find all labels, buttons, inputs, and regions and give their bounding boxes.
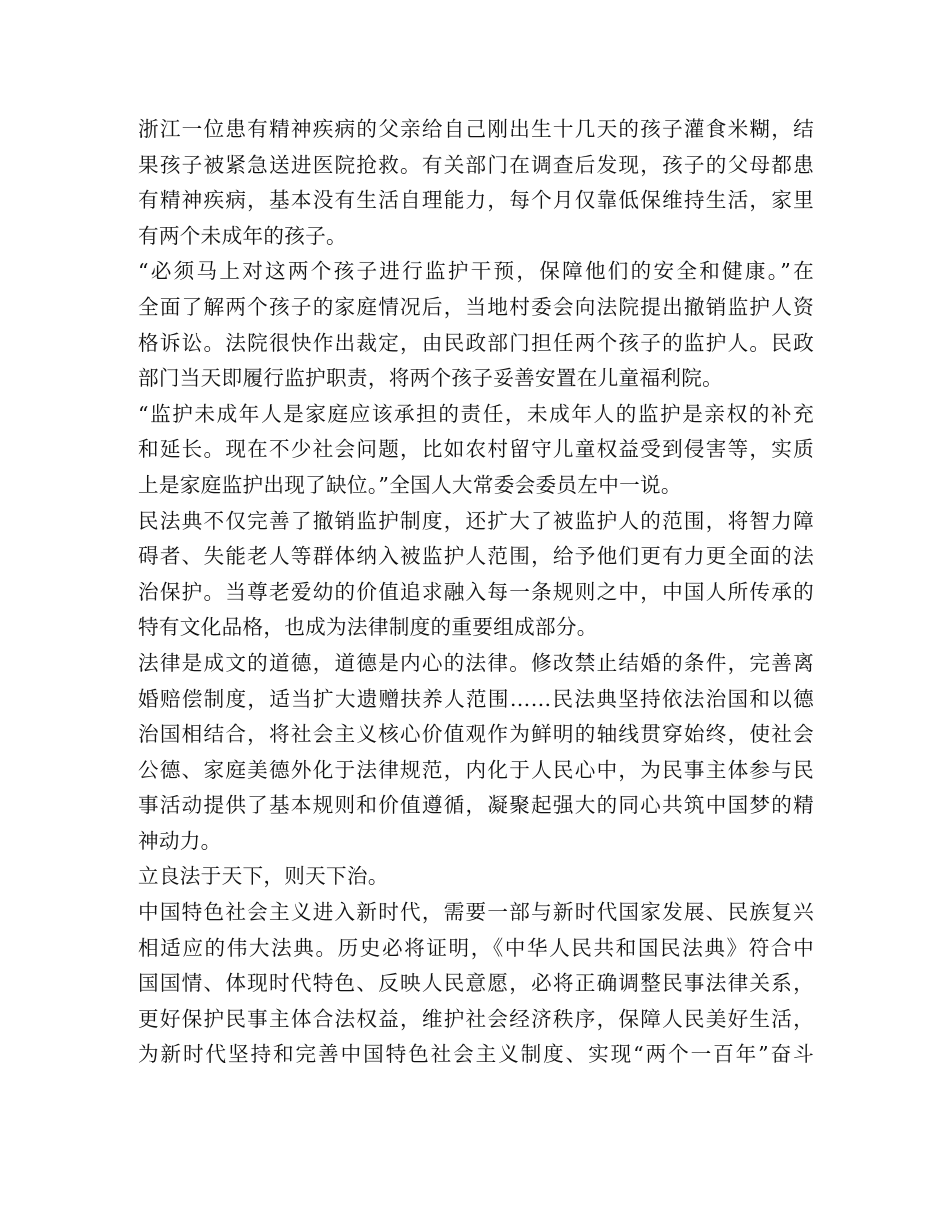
text-line: 婚赔偿制度，适当扩大遗赠扶养人范围……民法典坚持依法治国和以德 xyxy=(138,686,814,711)
text-line: 更好保护民事主体合法权益，维护社会经济秩序，保障人民美好生活， xyxy=(138,1006,814,1031)
text-line: 碍者、失能老人等群体纳入被监护人范围，给予他们更有力更全面的法 xyxy=(138,544,814,569)
text-line: 公德、家庭美德外化于法律规范，内化于人民心中，为民事主体参与民 xyxy=(138,757,814,782)
text-line: 特有文化品格，也成为法律制度的重要组成部分。 xyxy=(138,615,598,640)
text-line: 治保护。当尊老爱幼的价值追求融入每一条规则之中，中国人所传承的 xyxy=(138,579,814,604)
text-line: 治国相结合，将社会主义核心价值观作为鲜明的轴线贯穿始终，使社会 xyxy=(138,722,814,747)
text-line: 和延长。现在不少社会问题，比如农村留守儿童权益受到侵害等，实质 xyxy=(138,437,814,462)
text-line: 格诉讼。法院很快作出裁定，由民政部门担任两个孩子的监护人。民政 xyxy=(138,330,814,355)
text-line: “监护未成年人是家庭应该承担的责任，未成年人的监护是亲权的补充 xyxy=(138,401,814,426)
body-text xyxy=(138,112,814,1073)
text-line: 浙江一位患有精神疾病的父亲给自己刚出生十几天的孩子灌食米糊，结 xyxy=(138,117,814,141)
text-line: 国国情、体现时代特色、反映人民意愿，必将正确调整民事法律关系， xyxy=(138,971,814,996)
text-line: “必须马上对这两个孩子进行监护干预，保障他们的安全和健康。”在 xyxy=(138,259,814,284)
text-line: 部门当天即履行监护职责，将两个孩子妥善安置在儿童福利院。 xyxy=(138,366,724,391)
text-line: 法律是成文的道德，道德是内心的法律。修改禁止结婚的条件，完善离 xyxy=(138,650,814,675)
text-line: 相适应的伟大法典。历史必将证明，《中华人民共和国民法典》符合中 xyxy=(138,935,814,960)
text-line: 果孩子被紧急送进医院抢救。有关部门在调查后发现，孩子的父母都患 xyxy=(138,152,814,177)
text-line: 民法典不仅完善了撤销监护制度，还扩大了被监护人的范围，将智力障 xyxy=(138,508,814,533)
text-line: 有两个未成年的孩子。 xyxy=(138,223,347,248)
text-line: 神动力。 xyxy=(138,828,222,853)
text-line: 上是家庭监护出现了缺位。”全国人大常委会委员左中一说。 xyxy=(138,472,682,497)
text-line: 中国特色社会主义进入新时代，需要一部与新时代国家发展、民族复兴 xyxy=(138,900,814,925)
text-line: 为新时代坚持和完善中国特色社会主义制度、实现“两个一百年”奋斗 xyxy=(138,1042,814,1067)
text-line: 有精神疾病，基本没有生活自理能力，每个月仅靠低保维持生活，家里 xyxy=(138,188,814,213)
text-line: 全面了解两个孩子的家庭情况后，当地村委会向法院提出撤销监护人资 xyxy=(138,294,814,319)
text-line: 事活动提供了基本规则和价值遵循，凝聚起强大的同心共筑中国梦的精 xyxy=(138,793,814,818)
text-line: 立良法于天下，则天下治。 xyxy=(138,864,389,889)
